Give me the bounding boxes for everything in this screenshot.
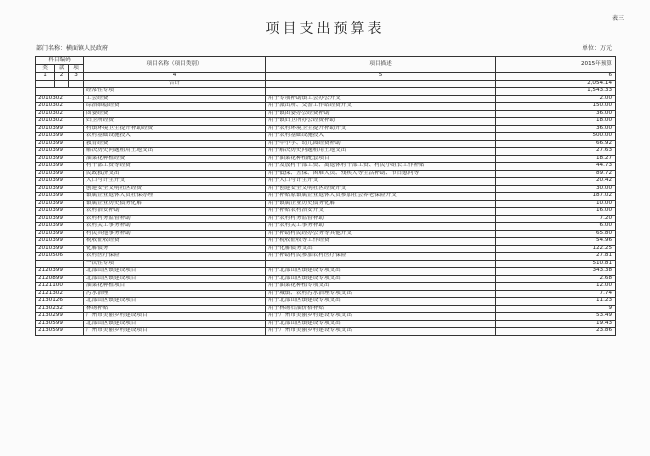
- project-desc-cell: 用于人口与计生开支: [266, 178, 496, 186]
- subject-code-cell: 2010399: [36, 140, 84, 148]
- project-desc-cell: 用于化解债务支出: [266, 245, 496, 253]
- table-row: [36, 110, 616, 118]
- table-row: [36, 155, 616, 163]
- subject-code-cell: [36, 88, 84, 96]
- project-desc-cell: [266, 88, 496, 96]
- project-desc-cell: 用于税收征收等工作经费: [266, 238, 496, 246]
- project-name-cell: 人口与计生开支: [84, 178, 266, 186]
- project-name-cell: 北部山区镇建设项目: [84, 268, 266, 276]
- header-project-name: 项目名称（项目类别）: [84, 57, 266, 73]
- project-desc-cell: 用于补助村民参加农村医疗保险: [266, 253, 496, 261]
- project-name-cell: 北部山区镇建设项目: [84, 320, 266, 328]
- table-row: [36, 208, 616, 216]
- subject-code-cell: 2010302: [36, 103, 84, 111]
- project-name-cell: 镇属企业退休人员社保办理: [84, 193, 266, 201]
- index-row: [36, 73, 616, 81]
- header-kind: 类: [36, 65, 55, 73]
- header-row-1: [36, 57, 616, 65]
- table-row: [36, 320, 616, 328]
- project-name-cell: 村干部工资等经费: [84, 163, 266, 171]
- project-desc-cell: 用于北部山区镇建设专项支出: [266, 268, 496, 276]
- index-cell: 5: [266, 73, 496, 81]
- table-row: [36, 283, 616, 291]
- table-row: [36, 223, 616, 231]
- project-desc-cell: 用于城镇、农村污水治理专项支出: [266, 290, 496, 298]
- table-row: [36, 118, 616, 126]
- project-desc-cell: 用于北部山区镇建设专项支出: [266, 320, 496, 328]
- project-name-cell: 油菜花种植经费: [84, 155, 266, 163]
- budget-amount-cell: 30.00: [496, 185, 616, 193]
- table-row: [36, 125, 616, 133]
- subject-code-cell: 2010302: [36, 110, 84, 118]
- total-row: [36, 80, 616, 88]
- project-desc-cell: 用于创建安全文明社区经费开支: [266, 185, 496, 193]
- budget-amount-cell: 27.81: [496, 253, 616, 261]
- budget-amount-cell: 343.38: [496, 268, 616, 276]
- project-name-cell: 教育经费: [84, 140, 266, 148]
- subject-code-cell: 2010506: [36, 253, 84, 261]
- table-row: [36, 140, 616, 148]
- budget-amount-cell: 7.74: [496, 290, 616, 298]
- table-row: [36, 95, 616, 103]
- budget-amount-cell: 23.86: [496, 328, 616, 336]
- table-row: [36, 200, 616, 208]
- budget-amount-cell: 2.00: [496, 95, 616, 103]
- table-row: [36, 193, 616, 201]
- table-row: [36, 88, 616, 96]
- table-row: [36, 290, 616, 298]
- subject-code-cell: 2120399: [36, 268, 84, 276]
- budget-amount-cell: 122.25: [496, 245, 616, 253]
- budget-amount-cell: 12.00: [496, 283, 616, 291]
- subject-code-cell: 2010399: [36, 170, 84, 178]
- subject-code-cell: 2010399: [36, 223, 84, 231]
- header-budget: 2015年预算: [496, 57, 616, 73]
- table-row: [36, 275, 616, 283]
- budget-amount-cell: 510.81: [496, 260, 616, 268]
- project-name-cell: 油菜花种植项目: [84, 283, 266, 291]
- table-row: [36, 133, 616, 141]
- project-desc-cell: 用于中小学、幼儿园经费补助: [266, 140, 496, 148]
- budget-amount-cell: 36.00: [496, 125, 616, 133]
- budget-amount-cell: 53.49: [496, 313, 616, 321]
- subject-code-cell: 2010399: [36, 185, 84, 193]
- project-desc-cell: 用于镇团委办公经费补助: [266, 110, 496, 118]
- project-name-cell: 广州市美丽乡村建设项目: [84, 313, 266, 321]
- header-sub: 项: [69, 65, 84, 73]
- project-name-cell: 北部山区镇建设项目: [84, 298, 266, 306]
- table-row: [36, 268, 616, 276]
- project-name-cell: 农村治安补助: [84, 208, 266, 216]
- table-row: [36, 305, 616, 313]
- project-name-cell: 综治维稳经费: [84, 103, 266, 111]
- subject-code-cell: 2130599: [36, 320, 84, 328]
- budget-amount-cell: 36.00: [496, 110, 616, 118]
- budget-amount-cell: 66.92: [496, 140, 616, 148]
- index-cell: 4: [84, 73, 266, 81]
- subject-code-cell: 2010399: [36, 200, 84, 208]
- subject-code-cell: 2130599: [36, 328, 84, 336]
- project-name-cell: 一次性专项: [84, 260, 266, 268]
- budget-amount-cell: 20.42: [496, 178, 616, 186]
- project-desc-cell: 用于补贴农村治安开支: [266, 208, 496, 216]
- project-name-cell: 农村基础设施投入: [84, 133, 266, 141]
- table-row: [36, 185, 616, 193]
- table-row: [36, 260, 616, 268]
- subject-code-cell: 2010399: [36, 230, 84, 238]
- project-desc-cell: 用于油菜花种植配套项目: [266, 155, 496, 163]
- budget-amount-cell: 2.68: [496, 275, 616, 283]
- subject-code-cell: 2010399: [36, 125, 84, 133]
- table-row: [36, 178, 616, 186]
- table-row: [36, 230, 616, 238]
- subject-code-cell: [36, 260, 84, 268]
- project-name-cell: 税收征收经费: [84, 238, 266, 246]
- header-item: 款: [55, 65, 69, 73]
- project-desc-cell: [266, 260, 496, 268]
- subject-code-cell: 2010399: [36, 178, 84, 186]
- table-row: [36, 313, 616, 321]
- table-row: [36, 163, 616, 171]
- project-desc-cell: 用于油菜花种植专项支出: [266, 283, 496, 291]
- project-name-cell: 广州市美丽乡村建设项目: [84, 328, 266, 336]
- table-row: [36, 170, 616, 178]
- budget-amount-cell: 19.43: [496, 320, 616, 328]
- total-label: 合计: [84, 80, 266, 88]
- subject-code-cell: 2010399: [36, 133, 84, 141]
- budget-amount-cell: 150.00: [496, 103, 616, 111]
- subject-code-cell: 2010399: [36, 238, 84, 246]
- budget-amount-cell: 89.72: [496, 170, 616, 178]
- subject-code-cell: 2130232: [36, 305, 84, 313]
- project-name-cell: 化解债务: [84, 245, 266, 253]
- subject-code-cell: 2121100: [36, 283, 84, 291]
- subject-code-cell: 2010302: [36, 118, 84, 126]
- project-desc-cell: 用于镇属企业历史债务化解: [266, 200, 496, 208]
- subject-code-cell: 2120899: [36, 275, 84, 283]
- subject-code-cell: 2010302: [36, 95, 84, 103]
- unit-label: 单位：万元: [581, 45, 612, 52]
- table-row: [36, 148, 616, 156]
- project-name-cell: 污水治理: [84, 290, 266, 298]
- index-cell: 1: [36, 73, 55, 81]
- project-name-cell: 工会经费: [84, 95, 266, 103]
- budget-amount-cell: 44.73: [496, 163, 616, 171]
- project-name-cell: 林场补贴: [84, 305, 266, 313]
- project-name-cell: 经常性专项: [84, 88, 266, 96]
- project-name-cell: 农村村务监督补助: [84, 215, 266, 223]
- project-desc-cell: 用于解决历史问题租用土地支出: [266, 148, 496, 156]
- project-desc-cell: 用于广州市美丽乡村建设专项支出: [266, 328, 496, 336]
- index-cell: 2: [55, 73, 69, 81]
- subject-code-cell: 2010399: [36, 163, 84, 171]
- project-desc-cell: 用于农村基础设施投入: [266, 133, 496, 141]
- project-desc-cell: 用于补贴原镇属企业退休人员参加社会养老保险开支: [266, 193, 496, 201]
- project-desc-cell: 用于镇妇卫所办公经费补助: [266, 118, 496, 126]
- project-name-cell: 农村关工事务补助: [84, 223, 266, 231]
- table-row: [36, 238, 616, 246]
- index-cell: 6: [496, 73, 616, 81]
- project-desc-cell: 用于农村环境卫生提升补助开支: [266, 125, 496, 133]
- table-row: [36, 253, 616, 261]
- project-name-cell: 镇属企业历史债务化解: [84, 200, 266, 208]
- project-desc-cell: 用于补助村民经办公务等其他开支: [266, 230, 496, 238]
- project-desc-cell: 用于发放村干部工资、离退休村干部工资、村民小组长工作补贴: [266, 163, 496, 171]
- project-name-cell: 团委经费: [84, 110, 266, 118]
- project-desc-cell: 用于北部山区镇建设专项支出: [266, 275, 496, 283]
- project-desc-cell: 用于北部山区镇建设专项支出: [266, 298, 496, 306]
- project-desc-cell: 用于农村关工事务补助: [266, 223, 496, 231]
- budget-amount-cell: 65.80: [496, 230, 616, 238]
- budget-amount-cell: 16.00: [496, 208, 616, 216]
- project-desc-cell: 用于专项补助镇工会办公开支: [266, 95, 496, 103]
- page-number: 表三: [611, 15, 624, 22]
- header-subject-code: 科目编码: [36, 57, 84, 65]
- subject-code-cell: 2010399: [36, 245, 84, 253]
- subject-code-cell: 2010399: [36, 155, 84, 163]
- department-name: 部门名称：横面镇人民政府: [36, 45, 109, 52]
- budget-amount-cell: 9: [496, 305, 616, 313]
- header-project-desc: 项目描述: [266, 57, 496, 73]
- project-name-cell: 农村医疗保险: [84, 253, 266, 261]
- budget-amount-cell: 10.00: [496, 200, 616, 208]
- subject-code-cell: 2121302: [36, 290, 84, 298]
- subject-code-cell: 2010399: [36, 148, 84, 156]
- subject-code-cell: 2010399: [36, 193, 84, 201]
- project-name-cell: 村民其他事务补助: [84, 230, 266, 238]
- project-desc-cell: 用于林场石油价格补贴: [266, 305, 496, 313]
- index-cell: 3: [69, 73, 84, 81]
- budget-amount-cell: 18.00: [496, 118, 616, 126]
- table-row: [36, 298, 616, 306]
- project-name-cell: 解决历史问题租用土地支出: [84, 148, 266, 156]
- project-desc-cell: 用于低保、五保、困难人员、残疾人等生活补助、节日慰问等: [266, 170, 496, 178]
- subject-code-cell: 2010399: [36, 215, 84, 223]
- table-row: [36, 103, 616, 111]
- project-name-cell: 北部山区镇建设项目: [84, 275, 266, 283]
- project-desc-cell: 用于广州市美丽乡村建设专项支出: [266, 313, 496, 321]
- budget-amount-cell: 11.23: [496, 298, 616, 306]
- budget-amount-cell: 7.20: [496, 215, 616, 223]
- budget-amount-cell: 500.00: [496, 133, 616, 141]
- budget-amount-cell: 187.02: [496, 193, 616, 201]
- project-name-cell: 创建安全文明社区经费: [84, 185, 266, 193]
- budget-amount-cell: 6.00: [496, 223, 616, 231]
- project-name-cell: 民政救济支出: [84, 170, 266, 178]
- subject-code-cell: 2010399: [36, 208, 84, 216]
- subject-code-cell: 2130299: [36, 313, 84, 321]
- table-row: [36, 215, 616, 223]
- subject-code-cell: 2130126: [36, 298, 84, 306]
- table-row: [36, 328, 616, 336]
- project-desc-cell: 用于派出所、交警工作站经费开支: [266, 103, 496, 111]
- total-amount: 2,054.14: [496, 80, 616, 88]
- project-name-cell: 妇卫所经费: [84, 118, 266, 126]
- page-title: 项目支出预算表: [265, 21, 385, 37]
- budget-amount-cell: 18.27: [496, 155, 616, 163]
- table-row: [36, 245, 616, 253]
- budget-table: [35, 56, 616, 336]
- budget-amount-cell: 1,543.33: [496, 88, 616, 96]
- budget-amount-cell: 27.63: [496, 148, 616, 156]
- project-name-cell: 村镇环境卫生提升补助经费: [84, 125, 266, 133]
- budget-amount-cell: 54.96: [496, 238, 616, 246]
- project-desc-cell: 用于农村村务监督补助: [266, 215, 496, 223]
